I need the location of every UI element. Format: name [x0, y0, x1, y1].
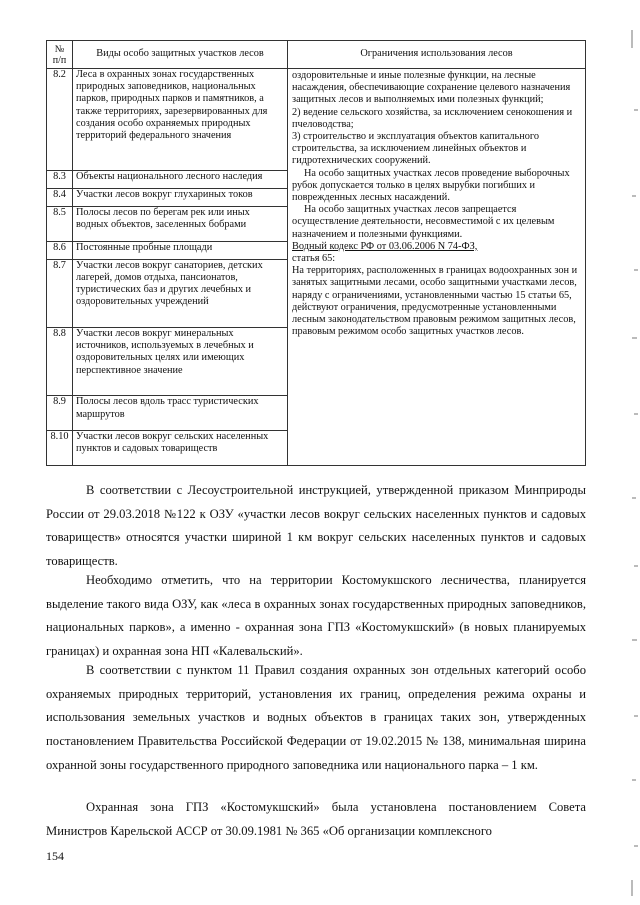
row-area-type: Полосы лесов вдоль трасс туристических маршрутов	[73, 396, 288, 431]
header-restrictions: Ограничения использования лесов	[288, 41, 586, 69]
row-area-type: Участки лесов вокруг санаториев, детских лагерей, домов отдыха, пансионатов, туристических баз и других лечебных и оздоровительных учреждений	[73, 259, 288, 327]
body-paragraph: Необходимо отметить, что на территории Костомукшского лесничества, планируется выделение такого вида ОЗУ, как «леса в охранных зонах государственных природных заповедников, национальных парков», а именно - охранная зона ГПЗ «Костомукшский» (в новых планируемых границах) и охранная зона НП «Калевальский».	[46, 573, 586, 659]
body-paragraph: Охранная зона ГПЗ «Костомукшский» была установлена постановлением Совета Министров Карельской АССР от 30.09.1981 № 365 «Об организации комплексного	[46, 800, 586, 838]
row-number: 8.8	[47, 328, 73, 396]
row-area-type: Полосы лесов по берегам рек или иных водных объектов, заселенных бобрами	[73, 206, 288, 241]
row-area-type: Участки лесов вокруг сельских населенных пунктов и садовых товариществ	[73, 431, 288, 466]
table-header-row	[47, 41, 586, 69]
row-number: 8.3	[47, 170, 73, 188]
page-number: 154	[46, 849, 64, 863]
row-area-type: Постоянные пробные площади	[73, 241, 288, 259]
row-number: 8.9	[47, 396, 73, 431]
restrictions-cell	[288, 69, 586, 466]
row-area-type: Участки лесов вокруг минеральных источников, используемых в лечебных и оздоровительных целях или имеющих перспективное значение	[73, 328, 288, 396]
restriction-text: На территориях, расположенных в границах водоохранных зон и занятых защитными лесами, особо защитными участками лесов, наряду с ограничениями, установленными частью 15 статьи 65, действуют ограничения, предусмотренные установленными лесным законодательством правовым режимом защитных лесов, правовым режимом особо защитных участков лесов.	[292, 265, 578, 338]
restriction-text: оздоровительные и иные полезные функции, на лесные насаждения, обеспечивающие сохранение целевого назначения защитных лесов и выполняемых ими полезных функций;	[292, 70, 571, 106]
restriction-text: статья 65:	[292, 253, 336, 265]
row-number: 8.2	[47, 69, 73, 171]
row-number: 8.6	[47, 241, 73, 259]
body-paragraph: В соответствии с пунктом 11 Правил создания охранных зон отдельных категорий особо охраняемых природных территорий, установления их границ, определения режима охраны и использования земельных участков и водных объектов в границах таких зон, утвержденных постановлением Правительства Российской Федерации от 19.02.2015 № 138, минимальная ширина охранной зоны государственного природного заповедника или национального парка – 1 км.	[46, 663, 586, 772]
restriction-text: На особо защитных участках лесов запрещается осуществление деятельности, несовместимой с их целевым назначением и полезными функциями.	[292, 204, 555, 240]
restriction-text: 3) строительство и эксплуатация объектов капитального строительства, за исключением линейных объектов и гидротехнических сооружений.	[292, 131, 539, 167]
row-number: 8.4	[47, 188, 73, 206]
row-area-type: Участки лесов вокруг глухариных токов	[73, 188, 288, 206]
row-area-type: Объекты национального лесного наследия	[73, 170, 288, 188]
table-row	[47, 69, 586, 171]
scan-edge-marks	[610, 0, 640, 905]
water-code-reference: Водный кодекс РФ от 03.06.2006 N 74-ФЗ,	[292, 240, 478, 252]
header-area-type: Виды особо защитных участков лесов	[73, 41, 288, 69]
body-paragraph: В соответствии с Лесоустроительной инструкцией, утвержденной приказом Минприроды России от 29.03.2018 №122 к ОЗУ «участки лесов вокруг сельских населенных пунктов и садовых товариществ» относятся участки шириной 1 км вокруг сельских населенных пунктов и садовых товариществ.	[46, 483, 586, 569]
row-number: 8.10	[47, 431, 73, 466]
row-number: 8.7	[47, 259, 73, 327]
row-area-type: Леса в охранных зонах государственных природных заповедников, национальных парков, природных парков и памятников, а также территориях, зарезервированных для создания особо охраняемых природных территорий федерального значения	[73, 69, 288, 171]
row-number: 8.5	[47, 206, 73, 241]
protected-areas-table	[46, 40, 586, 466]
restriction-text: На особо защитных участках лесов проведение выборочных рубок допускается только в целях вырубки погибших и поврежденных лесных насаждений.	[292, 167, 570, 204]
header-number: № п/п	[47, 41, 73, 69]
restriction-text: 2) ведение сельского хозяйства, за исключением сенокошения и пчеловодства;	[292, 106, 573, 130]
